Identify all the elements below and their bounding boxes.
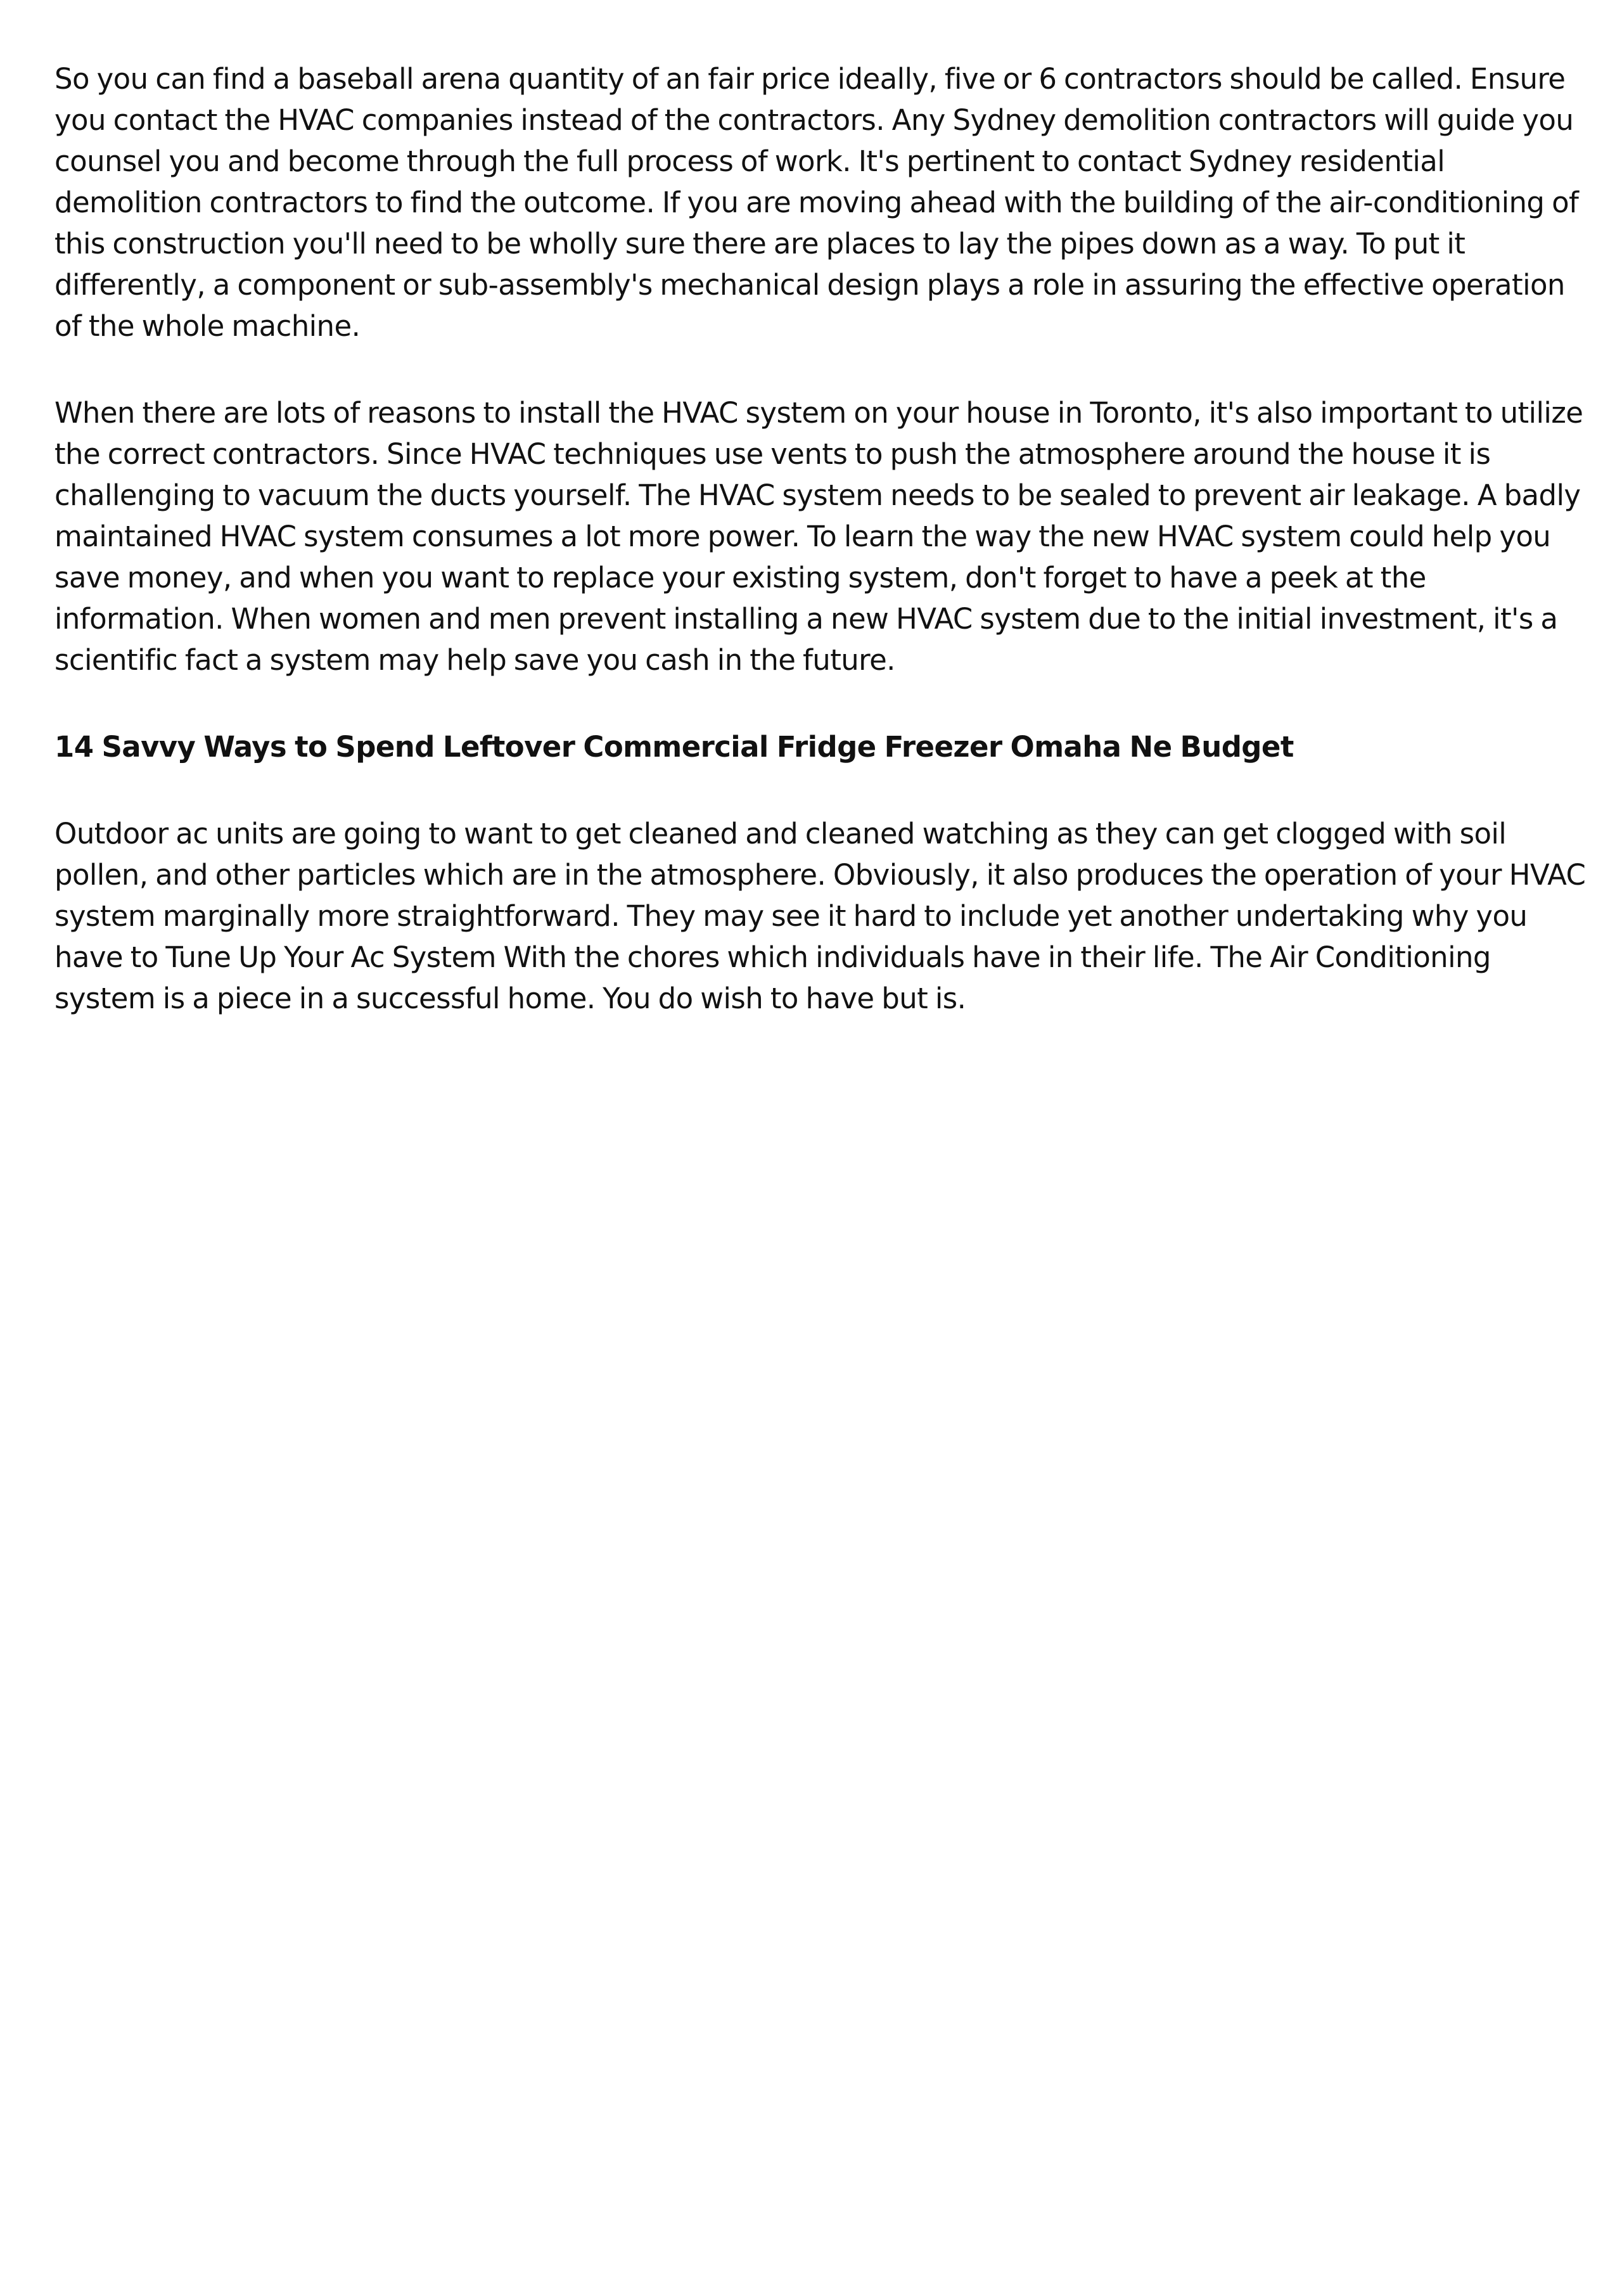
document-page	[54, 58, 1588, 1019]
paragraph-hvac-toronto: When there are lots of reasons to install the HVAC system on your house in Toronto, it's also important to utilize the correct contractors. Since HVAC techniques use vents to push the atmosphere around the house it is challenging to vacuum the ducts yourself. The HVAC system needs to be sealed to prevent air leakage. A badly maintained HVAC system consumes a lot more power. To learn the way the new HVAC system could help you save money, and when you want to replace your existing system, don't forget to have a peek at the information. When women and men prevent installing a new HVAC system due to the initial investment, it's a scientific fact a system may help save you cash in the future.	[54, 396, 1583, 677]
paragraph-outdoor-ac: Outdoor ac units are going to want to get cleaned and cleaned watching as they can get clogged with soil pollen, and other particles which are in the atmosphere. Obviously, it also produces the operation of your HVAC system marginally more straightforward. They may see it hard to include yet another undertaking why you have to Tune Up Your Ac System With the chores which individuals have in their life. The Air Conditioning system is a piece in a successful home. You do wish to have but is.	[54, 817, 1586, 1015]
paragraph-intro: So you can find a baseball arena quantity of an fair price ideally, five or 6 contractors should be called. Ensure you contact the HVAC companies instead of the contractors. Any Sydney demolition contractors will guide you counsel you and become through the full process of work. It's pertinent to contact Sydney residential demolition contractors to find the outcome. If you are moving ahead with the building of the air-conditioning of this construction you'll need to be wholly sure there are places to lay the pipes down as a way. To put it differently, a component or sub-assembly's mechanical design plays a role in assuring the effective operation of the whole machine.	[54, 62, 1579, 343]
section-heading: 14 Savvy Ways to Spend Leftover Commercial Fridge Freezer Omaha Ne Budget	[54, 730, 1294, 764]
